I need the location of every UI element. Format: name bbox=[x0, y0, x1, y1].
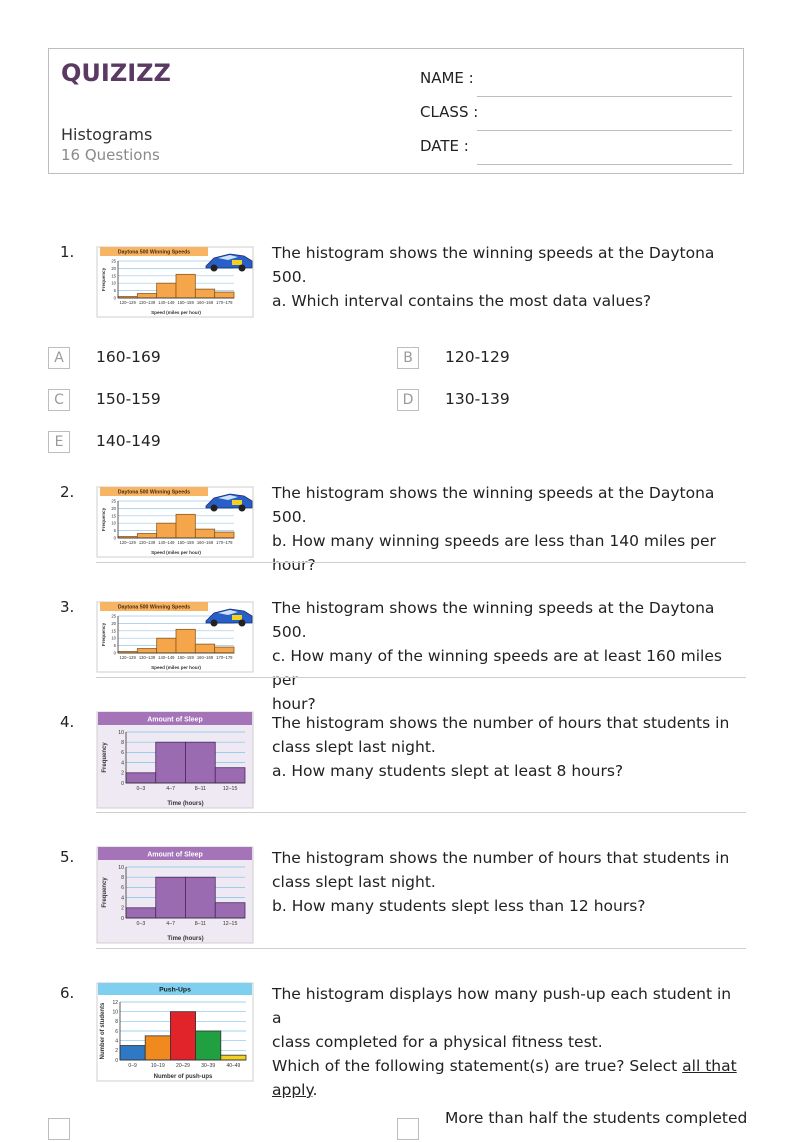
y-tick-label: 15 bbox=[111, 628, 116, 634]
y-tick-label: 10 bbox=[118, 864, 124, 871]
option-letter: E bbox=[48, 431, 70, 453]
y-tick-label: 25 bbox=[111, 613, 116, 619]
chart-title: Daytona 500 Winning Speeds bbox=[117, 604, 191, 611]
x-tick-label: 160–169 bbox=[196, 300, 214, 306]
question-line: The histogram displays how many push-up each student in a bbox=[272, 985, 732, 1027]
y-tick-label: 2 bbox=[121, 770, 124, 777]
question-divider bbox=[96, 812, 746, 813]
option-text: 160-169 bbox=[96, 348, 161, 366]
y-tick-label: 25 bbox=[111, 258, 116, 264]
question-line: class slept last night. bbox=[272, 738, 436, 756]
histogram-bar bbox=[157, 523, 176, 538]
option-a[interactable] bbox=[48, 347, 348, 371]
question-line: The histogram shows the winning speeds at the Daytona 500. bbox=[272, 599, 715, 641]
histogram-bar bbox=[215, 903, 245, 918]
x-tick-label: 120–129 bbox=[119, 655, 136, 661]
option-letter bbox=[397, 1118, 419, 1140]
date-label: DATE : bbox=[420, 137, 469, 155]
x-axis-label: Speed (miles per hour) bbox=[151, 665, 201, 670]
y-tick-label: 0 bbox=[113, 535, 116, 541]
y-tick-label: 6 bbox=[121, 750, 124, 757]
histogram-bar bbox=[120, 1046, 145, 1061]
histogram-bar bbox=[126, 908, 156, 918]
histogram-bar bbox=[221, 1055, 246, 1060]
histogram-bar bbox=[186, 742, 216, 783]
daytona-histogram bbox=[96, 601, 254, 673]
x-tick-label: 8–11 bbox=[194, 786, 206, 793]
question-number: 4. bbox=[60, 713, 75, 731]
x-tick-label: 160–169 bbox=[196, 655, 214, 661]
underlined-text: apply bbox=[272, 1081, 313, 1099]
histogram-bar bbox=[176, 514, 195, 538]
x-axis-label: Number of push-ups bbox=[153, 1074, 213, 1080]
x-tick-label: 130–139 bbox=[138, 300, 156, 306]
worksheet-header bbox=[48, 48, 744, 174]
question-line: class slept last night. bbox=[272, 873, 436, 891]
histogram-bar bbox=[137, 534, 156, 538]
class-line bbox=[477, 130, 732, 131]
x-tick-label: 150–159 bbox=[177, 300, 194, 306]
y-tick-label: 0 bbox=[121, 780, 124, 787]
histogram-bar bbox=[126, 773, 156, 783]
histogram-bar bbox=[196, 1031, 221, 1060]
x-tick-label: 160–169 bbox=[196, 540, 214, 546]
question-number: 2. bbox=[60, 483, 75, 501]
x-tick-label: 12–15 bbox=[222, 921, 238, 928]
worksheet-title: Histograms bbox=[61, 125, 153, 144]
x-tick-label: 20–29 bbox=[176, 1063, 190, 1069]
question-line: The histogram shows the number of hours that students in bbox=[272, 714, 730, 732]
y-axis-label: Number of students bbox=[100, 1002, 106, 1060]
y-tick-label: 15 bbox=[111, 273, 116, 279]
histogram-bar bbox=[145, 1036, 170, 1060]
sleep-histogram bbox=[96, 711, 254, 809]
y-axis-label: Frequency bbox=[102, 877, 108, 908]
option-text: 150-159 bbox=[96, 390, 161, 408]
chart-title: Daytona 500 Winning Speeds bbox=[117, 249, 191, 256]
sleep-histogram bbox=[96, 846, 254, 944]
x-tick-label: 40–49 bbox=[226, 1063, 241, 1069]
x-axis-label: Speed (miles per hour) bbox=[151, 310, 201, 315]
name-line bbox=[477, 96, 732, 97]
chart-title: Amount of Sleep bbox=[147, 716, 203, 724]
y-tick-label: 8 bbox=[115, 1019, 118, 1026]
question-count: 16 Questions bbox=[61, 146, 160, 164]
y-tick-label: 0 bbox=[121, 915, 124, 922]
chart-title: Daytona 500 Winning Speeds bbox=[117, 489, 191, 496]
question-line: a. How many students slept at least 8 hours? bbox=[272, 762, 624, 780]
x-tick-label: 140–149 bbox=[158, 655, 175, 661]
x-tick-label: 170–179 bbox=[216, 540, 233, 546]
option-text: More than half the students completed bbox=[445, 1109, 748, 1127]
x-tick-label: 150–159 bbox=[177, 655, 194, 661]
y-tick-label: 20 bbox=[111, 505, 116, 511]
x-axis-label: Speed (miles per hour) bbox=[151, 550, 201, 555]
x-tick-label: 0–3 bbox=[136, 786, 146, 793]
histogram-bar bbox=[176, 629, 195, 653]
question-line: a. Which interval contains the most data values? bbox=[272, 292, 652, 310]
x-tick-label: 130–139 bbox=[138, 540, 156, 546]
x-tick-label: 4–7 bbox=[166, 921, 175, 928]
date-field[interactable] bbox=[420, 137, 732, 161]
option-a[interactable] bbox=[48, 1118, 348, 1142]
histogram-bar bbox=[215, 292, 234, 298]
y-axis-label: Frequency bbox=[101, 622, 106, 647]
y-tick-label: 12 bbox=[112, 999, 118, 1006]
histogram-bar bbox=[176, 274, 195, 298]
option-d[interactable] bbox=[397, 389, 697, 413]
x-tick-label: 8–11 bbox=[194, 921, 206, 928]
pushups-histogram bbox=[96, 982, 254, 1082]
date-line bbox=[477, 164, 732, 165]
x-axis-label: Time (hours) bbox=[167, 936, 204, 942]
y-tick-label: 20 bbox=[111, 265, 116, 271]
question-text bbox=[272, 596, 738, 716]
question-text bbox=[272, 982, 738, 1102]
y-tick-label: 10 bbox=[111, 635, 116, 641]
y-tick-label: 10 bbox=[112, 1009, 118, 1016]
quizizz-logo: QUIZIZZ bbox=[61, 59, 171, 87]
x-tick-label: 12–15 bbox=[222, 786, 238, 793]
y-tick-label: 4 bbox=[115, 1038, 118, 1045]
question-line: b. How many students slept less than 12 hours? bbox=[272, 897, 646, 915]
y-tick-label: 25 bbox=[111, 498, 116, 504]
histogram-bar bbox=[137, 649, 156, 653]
question-text bbox=[272, 711, 738, 783]
x-tick-label: 10–19 bbox=[150, 1063, 165, 1069]
question-line: hour? bbox=[272, 695, 316, 713]
y-tick-label: 5 bbox=[113, 528, 116, 534]
histogram-bar bbox=[186, 877, 216, 918]
option-text: 140-149 bbox=[96, 432, 161, 450]
daytona-histogram bbox=[96, 246, 254, 318]
y-tick-label: 5 bbox=[113, 288, 116, 294]
question-line: c. How many of the winning speeds are at least 160 miles per bbox=[272, 647, 722, 689]
y-tick-label: 4 bbox=[121, 760, 124, 767]
y-tick-label: 10 bbox=[111, 520, 116, 526]
class-field[interactable] bbox=[420, 103, 732, 127]
y-tick-label: 2 bbox=[121, 905, 124, 912]
y-axis-label: Frequency bbox=[102, 742, 108, 773]
x-tick-label: 150–159 bbox=[177, 540, 194, 546]
histogram-bar bbox=[195, 529, 214, 538]
x-tick-label: 30–39 bbox=[201, 1063, 216, 1069]
question-number: 6. bbox=[60, 984, 75, 1002]
histogram-bar bbox=[195, 289, 214, 298]
option-letter: A bbox=[48, 347, 70, 369]
y-tick-label: 6 bbox=[115, 1028, 118, 1035]
y-tick-label: 0 bbox=[113, 295, 116, 301]
question-number: 5. bbox=[60, 848, 75, 866]
y-tick-label: 8 bbox=[121, 875, 124, 882]
y-tick-label: 20 bbox=[111, 620, 116, 626]
question-divider bbox=[96, 677, 746, 678]
histogram-bar bbox=[195, 644, 214, 653]
histogram-bar bbox=[156, 877, 186, 918]
daytona-histogram bbox=[96, 486, 254, 558]
option-b[interactable] bbox=[397, 1109, 757, 1142]
option-text: 130-139 bbox=[445, 390, 510, 408]
option-text: 120-129 bbox=[445, 348, 510, 366]
y-axis-label: Frequency bbox=[101, 267, 106, 292]
y-tick-label: 8 bbox=[121, 740, 124, 747]
question-divider bbox=[96, 948, 746, 949]
question-text bbox=[272, 846, 738, 918]
y-tick-label: 0 bbox=[113, 650, 116, 656]
name-label: NAME : bbox=[420, 69, 474, 87]
histogram-bar bbox=[215, 647, 234, 653]
question-line: The histogram shows the winning speeds at the Daytona 500. bbox=[272, 244, 715, 286]
x-tick-label: 120–129 bbox=[119, 540, 136, 546]
y-tick-label: 10 bbox=[111, 280, 116, 286]
question-line: b. How many winning speeds are less than 140 miles per hour? bbox=[272, 532, 716, 574]
x-tick-label: 120–129 bbox=[119, 300, 136, 306]
histogram-bar bbox=[215, 768, 245, 783]
x-axis-label: Time (hours) bbox=[167, 801, 204, 807]
chart-title: Push-Ups bbox=[159, 986, 191, 994]
question-number: 3. bbox=[60, 598, 75, 616]
x-tick-label: 140–149 bbox=[158, 540, 175, 546]
option-b[interactable] bbox=[397, 347, 697, 371]
histogram-bar bbox=[157, 638, 176, 653]
option-letter: B bbox=[397, 347, 419, 369]
histogram-bar bbox=[215, 532, 234, 538]
underlined-text: all that bbox=[682, 1057, 737, 1075]
y-tick-label: 5 bbox=[113, 643, 116, 649]
question-line: apply. bbox=[272, 1081, 318, 1099]
option-letter: C bbox=[48, 389, 70, 411]
question-line: Which of the following statement(s) are true? Select all that bbox=[272, 1057, 737, 1075]
question-line: The histogram shows the winning speeds at the Daytona 500. bbox=[272, 484, 715, 526]
chart-title: Amount of Sleep bbox=[147, 851, 203, 859]
y-tick-label: 10 bbox=[118, 729, 124, 736]
option-c[interactable] bbox=[48, 389, 348, 413]
y-tick-label: 15 bbox=[111, 513, 116, 519]
x-tick-label: 0–3 bbox=[136, 921, 146, 928]
question-divider bbox=[96, 562, 746, 563]
y-tick-label: 0 bbox=[115, 1057, 118, 1064]
option-letter: D bbox=[397, 389, 419, 411]
y-tick-label: 4 bbox=[121, 895, 124, 902]
histogram-bar bbox=[157, 283, 176, 298]
class-label: CLASS : bbox=[420, 103, 479, 121]
x-tick-label: 170–179 bbox=[216, 300, 233, 306]
x-tick-label: 0–9 bbox=[128, 1063, 137, 1069]
question-number: 1. bbox=[60, 243, 75, 261]
option-letter bbox=[48, 1118, 70, 1140]
histogram-bar bbox=[156, 742, 186, 783]
x-tick-label: 130–139 bbox=[138, 655, 156, 661]
question-line: class completed for a physical fitness test. bbox=[272, 1033, 603, 1051]
option-e[interactable] bbox=[48, 431, 348, 455]
x-tick-label: 140–149 bbox=[158, 300, 175, 306]
x-tick-label: 4–7 bbox=[166, 786, 175, 793]
x-tick-label: 170–179 bbox=[216, 655, 233, 661]
y-tick-label: 6 bbox=[121, 885, 124, 892]
histogram-bar bbox=[170, 1012, 195, 1060]
question-line: The histogram shows the number of hours that students in bbox=[272, 849, 730, 867]
histogram-bar bbox=[137, 294, 156, 298]
y-axis-label: Frequency bbox=[101, 507, 106, 532]
question-text bbox=[272, 241, 738, 313]
y-tick-label: 2 bbox=[115, 1048, 118, 1055]
name-field[interactable] bbox=[420, 69, 732, 93]
